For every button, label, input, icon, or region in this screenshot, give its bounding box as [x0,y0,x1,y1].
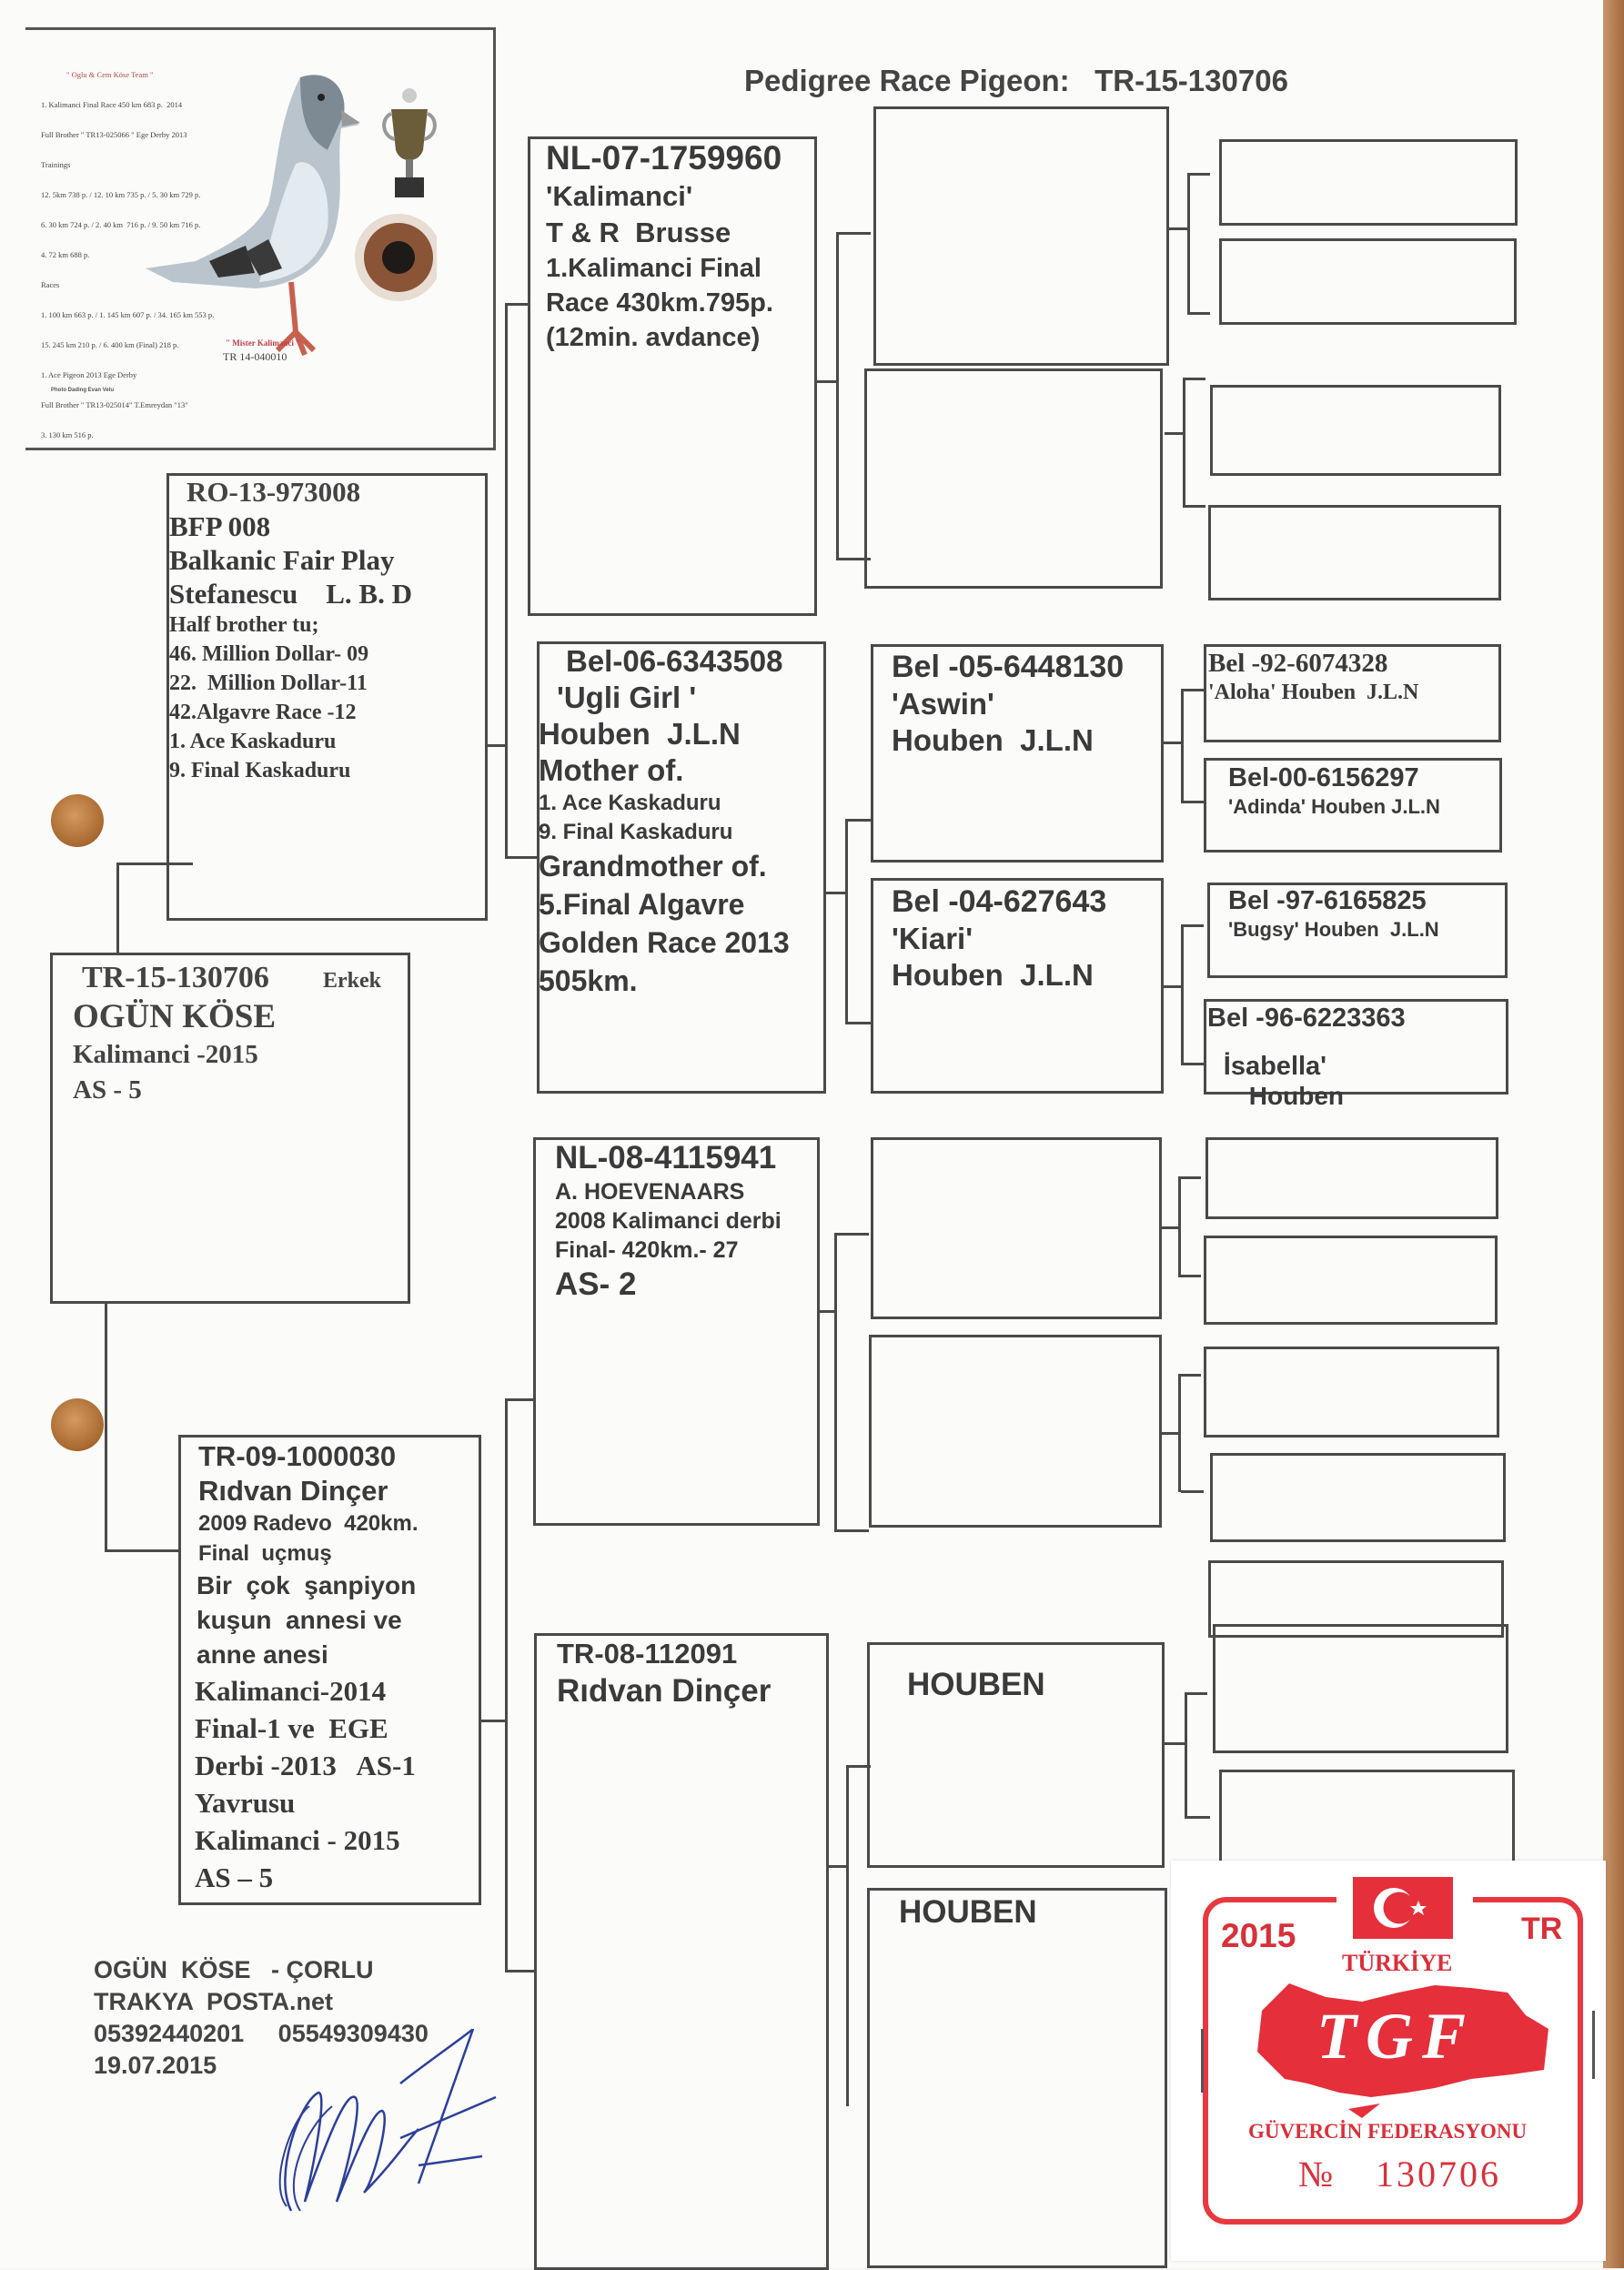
connector-line [836,232,871,235]
connector-line [1161,742,1181,744]
note-line: Full Brother " TR13-025014" T.Emreydan "13" [41,400,188,409]
connector-line [1160,1226,1180,1229]
sire-note: 9. Final Kaskaduru [169,759,351,782]
document-date: 19.07.2015 [94,2052,217,2079]
gen4-box-empty[interactable] [1205,1137,1498,1219]
gen4-breeder: Houben [1248,1082,1344,1110]
punch-hole-icon [51,794,104,847]
subject-line: AS - 5 [73,1075,142,1105]
dam-note: Bir çok şanpiyon [197,1571,417,1599]
connector-line [105,1549,180,1552]
dam-note: 2009 Radevo 420km. [198,1511,419,1536]
subject-owner: OGÜN KÖSE [73,998,277,1035]
dam-ring: TR-09-1000030 [198,1440,397,1472]
gen3-box-empty[interactable] [871,1137,1162,1319]
connector-line [1181,924,1184,1064]
connector-line [1187,173,1210,176]
connector-line [505,1970,535,1972]
dam-dam-owner: Rıdvan Dinçer [557,1673,772,1709]
connector-line [505,303,530,306]
gen4-bel92-details [1208,648,1418,706]
sire-sire-details [546,138,782,355]
connector-line [1178,1176,1181,1276]
note-line: 4. 72 km 688 p. [41,250,90,259]
gen2-line: (12min. avdance) [546,323,761,352]
connector-line [1185,1692,1187,1818]
sire-details [169,509,412,785]
gen4-box-empty[interactable] [1210,1453,1506,1542]
connector-line [1181,1063,1204,1065]
gen4-box-empty[interactable] [1204,1236,1498,1325]
connector-line [836,232,839,560]
sire-ring: RO-13-973008 [187,476,361,508]
connector-line [505,303,508,858]
gen4-name: 'Aloha' Houben J.L.N [1208,681,1419,704]
dam-dam-ring: TR-08-112091 [557,1638,738,1670]
sire-line: Balkanic Fair Play [169,544,395,576]
connector-line [834,1233,837,1531]
connector-line [828,1865,848,1868]
connector-line [480,1720,505,1722]
dam-note: anne anesi [197,1640,328,1669]
gen4-bel97-details [1228,885,1439,943]
gen4-ring: Bel -97-6165825 [1228,886,1427,915]
gen3-box-houben[interactable] [867,1888,1167,2268]
wood-table-edge [1603,0,1624,2268]
connector-line [1178,1374,1181,1492]
connector-line [1167,227,1187,230]
sire-dam-mother-of: Mother of. [539,753,684,787]
gen2-line: 1.Kalimanci Final [546,254,762,283]
gen3-name: 'Aswin' [892,687,994,721]
gen4-ring: Bel -96-6223363 [1207,1004,1406,1033]
dam-dam-details [557,1636,771,1710]
gen3-bel04-details [892,883,1106,994]
connector-line [845,819,848,1024]
photo-ring-number: TR 14-040010 [223,350,287,363]
sire-sire-ring: NL-07-1759960 [546,139,782,177]
gen2-line: A. HOEVENAARS [555,1179,745,1205]
dam-sire-ring: NL-08-4115941 [555,1140,777,1175]
connector-line [1165,1742,1185,1745]
connector-line [1181,801,1204,803]
sire-dam-name: 'Ugli Girl ' [557,681,697,714]
subject-line: Kalimanci -2015 [73,1040,258,1069]
gen2-line: 2008 Kalimanci derbi [555,1208,782,1234]
stamp-federation: GÜVERCİN FEDERASYONU [1248,2120,1528,2143]
gen4-box-empty[interactable] [1213,1624,1508,1753]
gen3-breeder: Houben J.L.N [892,723,1094,757]
sire-dam-details [539,643,790,1000]
staple-icon [1592,2011,1595,2079]
gen3-ring: Bel -04-627643 [892,884,1107,919]
gen4-box-empty[interactable] [1208,505,1501,600]
gen4-name: 'Bugsy' Houben J.L.N [1228,918,1439,941]
connector-line [1178,1176,1201,1179]
dam-note: Kalimanci-2014 [195,1675,387,1707]
connector-line [505,856,539,859]
sire-dam-ring: Bel-06-6343508 [566,644,783,678]
connector-line [116,863,119,953]
note-line: 6. 30 km 724 p. / 2. 40 km 716 p. / 9. 50 km 716 p. [41,220,201,229]
gen4-name: 'Adinda' Houben J.L.N [1228,795,1440,818]
gen4-box-empty[interactable] [1210,385,1501,476]
sire-note: 22. Million Dollar-11 [169,671,368,695]
gen2-line: 9. Final Kaskaduru [539,820,733,844]
breeder-phones: 05392440201 05549309430 [94,2020,429,2047]
gen3-box-empty[interactable] [864,368,1163,589]
note-line: 1. Ace Pigeon 2013 Ege Derby [41,370,137,379]
gen2-line: 505km. [539,964,638,997]
connector-line [1185,1816,1210,1819]
gen2-line: Grandmother of. [539,850,767,883]
connector-line [834,1233,869,1236]
connector-line [1161,985,1181,988]
connector-line [1181,689,1184,802]
signature-icon [264,2029,500,2238]
gen3-box-empty[interactable] [869,1335,1162,1528]
connector-line [845,1022,873,1024]
connector-line [1160,1432,1180,1435]
stamp-number-label: № [1298,2154,1334,2194]
connector-line [1187,312,1210,315]
connector-line [105,1303,107,1551]
turkish-flag-icon [1353,1877,1453,1939]
gen2-line: 'Kalimanci' [546,180,693,212]
gen4-bel00-details [1228,762,1440,821]
gen4-box-empty[interactable] [1219,139,1518,226]
connector-line [825,892,845,894]
sire-line: Stefanescu L. B. D [169,578,412,610]
note-line: Full Brother " TR13-025066 " Ege Derby 2013 [41,130,187,139]
connector-line [1187,173,1190,314]
gen4-box-empty[interactable] [1219,238,1517,325]
sire-note: 42.Algavre Race -12 [169,701,357,724]
connector-line [1178,1275,1201,1277]
subject-sex: Erkek [323,969,382,993]
gen3-bel05-details [892,648,1124,759]
connector-line [1181,924,1204,927]
dam-note: Derbi -2013 AS-1 [195,1750,416,1781]
photo-credit: Photo Dading Evan Velu [51,388,115,393]
gen4-ring: Bel-00-6156297 [1228,763,1419,792]
gen2-line: T & R Brusse [546,217,731,248]
tgf-ring-card [1171,1861,1606,2261]
note-line: 12. 5km 738 p. / 12. 10 km 735 p. / 5. 30 km 729 p. [41,190,201,199]
gen3-box-empty[interactable] [873,106,1169,366]
gen2-line: Final- 420km.- 27 [555,1237,739,1263]
note-line: Trainings [41,160,71,169]
stamp-logo: TGF [1316,2000,1475,2073]
note-line: 1. 100 km 663 p. / 1. 145 km 607 p. / 34. 165 km 553 p. [41,310,215,319]
gen2-line: Golden Race 2013 [539,926,790,959]
dam-owner: Rıdvan Dinçer [198,1475,388,1507]
connector-line [846,1765,849,2106]
dam-note: Yavrusu [195,1787,296,1819]
dam-details [195,1439,419,1896]
sire-dam-breeder: Houben J.L.N [539,717,741,751]
stamp-country: TÜRKİYE [1342,1950,1453,1976]
photo-pigeon-name: " Mister Kalimanci " [226,338,301,348]
gen3-breeder: Houben J.L.N [892,958,1094,992]
breeder-site: TRAKYA POSTA.net [94,1988,334,2015]
gen4-name: İsabella' [1223,1052,1327,1081]
dam-note: Final-1 ve EGE [195,1712,388,1744]
dam-note: kuşun annesi ve [197,1606,402,1634]
gen4-box-empty[interactable] [1204,1347,1499,1438]
staple-icon [1201,2029,1204,2093]
stamp-number: 130706 [1376,2154,1501,2194]
note-line: 1. Kalimanci Final Race 450 km 683 p. 2014 [41,100,183,109]
gen2-line: 1. Ace Kaskaduru [539,791,721,815]
dam-note: Final uçmuş [198,1541,332,1566]
connector-line [1181,1490,1204,1493]
gen3-name: 'Kiari' [892,922,973,955]
sire-note: 46. Million Dollar- 09 [169,642,369,666]
note-line: Races [41,280,60,289]
gen3-houben-label: HOUBEN [899,1894,1037,1930]
punch-hole-icon [51,1398,104,1451]
connector-line [816,380,836,383]
connector-line [487,744,505,747]
gen4-bel96-details [1207,1001,1406,1127]
dam-dam-box[interactable] [534,1633,829,2270]
connector-line [505,1398,535,1401]
sire-note: 1. Ace Kaskaduru [169,730,337,753]
gen3-ring: Bel -05-6448130 [892,650,1125,684]
dam-note: Kalimanci - 2015 [195,1824,400,1856]
pigeon-illustration-icon [109,50,437,359]
connector-line [834,1529,869,1532]
dam-note: AS – 5 [195,1861,274,1893]
gen2-line: AS- 2 [555,1266,637,1302]
dam-sire-details [555,1139,782,1305]
sire-line: BFP 008 [169,510,271,542]
subject-ring: TR-15-130706 [82,961,269,994]
connector-line [1165,432,1185,435]
breeder-name: OGÜN KÖSE - ÇORLU [94,1956,374,1983]
gen2-line: Race 430km.795p. [546,288,773,318]
connector-line [1183,378,1185,507]
connector-line [1178,1374,1201,1377]
connector-line [845,819,873,822]
gen4-ring: Bel -92-6074328 [1208,649,1388,678]
gen3-houben-label: HOUBEN [907,1667,1045,1702]
gen2-line: 5.Final Algavre [539,888,745,921]
connector-line [1185,1692,1207,1695]
stamp-country-code: TR [1521,1912,1563,1946]
team-name: " Oglu & Cem Köse Team " [66,70,154,79]
stamp-year: 2015 [1221,1917,1296,1954]
connector-line [1183,505,1205,508]
note-line: 3. 130 km 516 p. [41,430,94,439]
connector-line [505,1398,508,1972]
page-title: Pedigree Race Pigeon: TR-15-130706 [744,64,1288,97]
connector-line [1183,378,1205,380]
note-line: 15. 245 km 210 p. / 6. 400 km (Final) 218 p. [41,340,179,349]
sire-note: Half brother tu; [169,613,319,637]
connector-line [1181,689,1204,691]
